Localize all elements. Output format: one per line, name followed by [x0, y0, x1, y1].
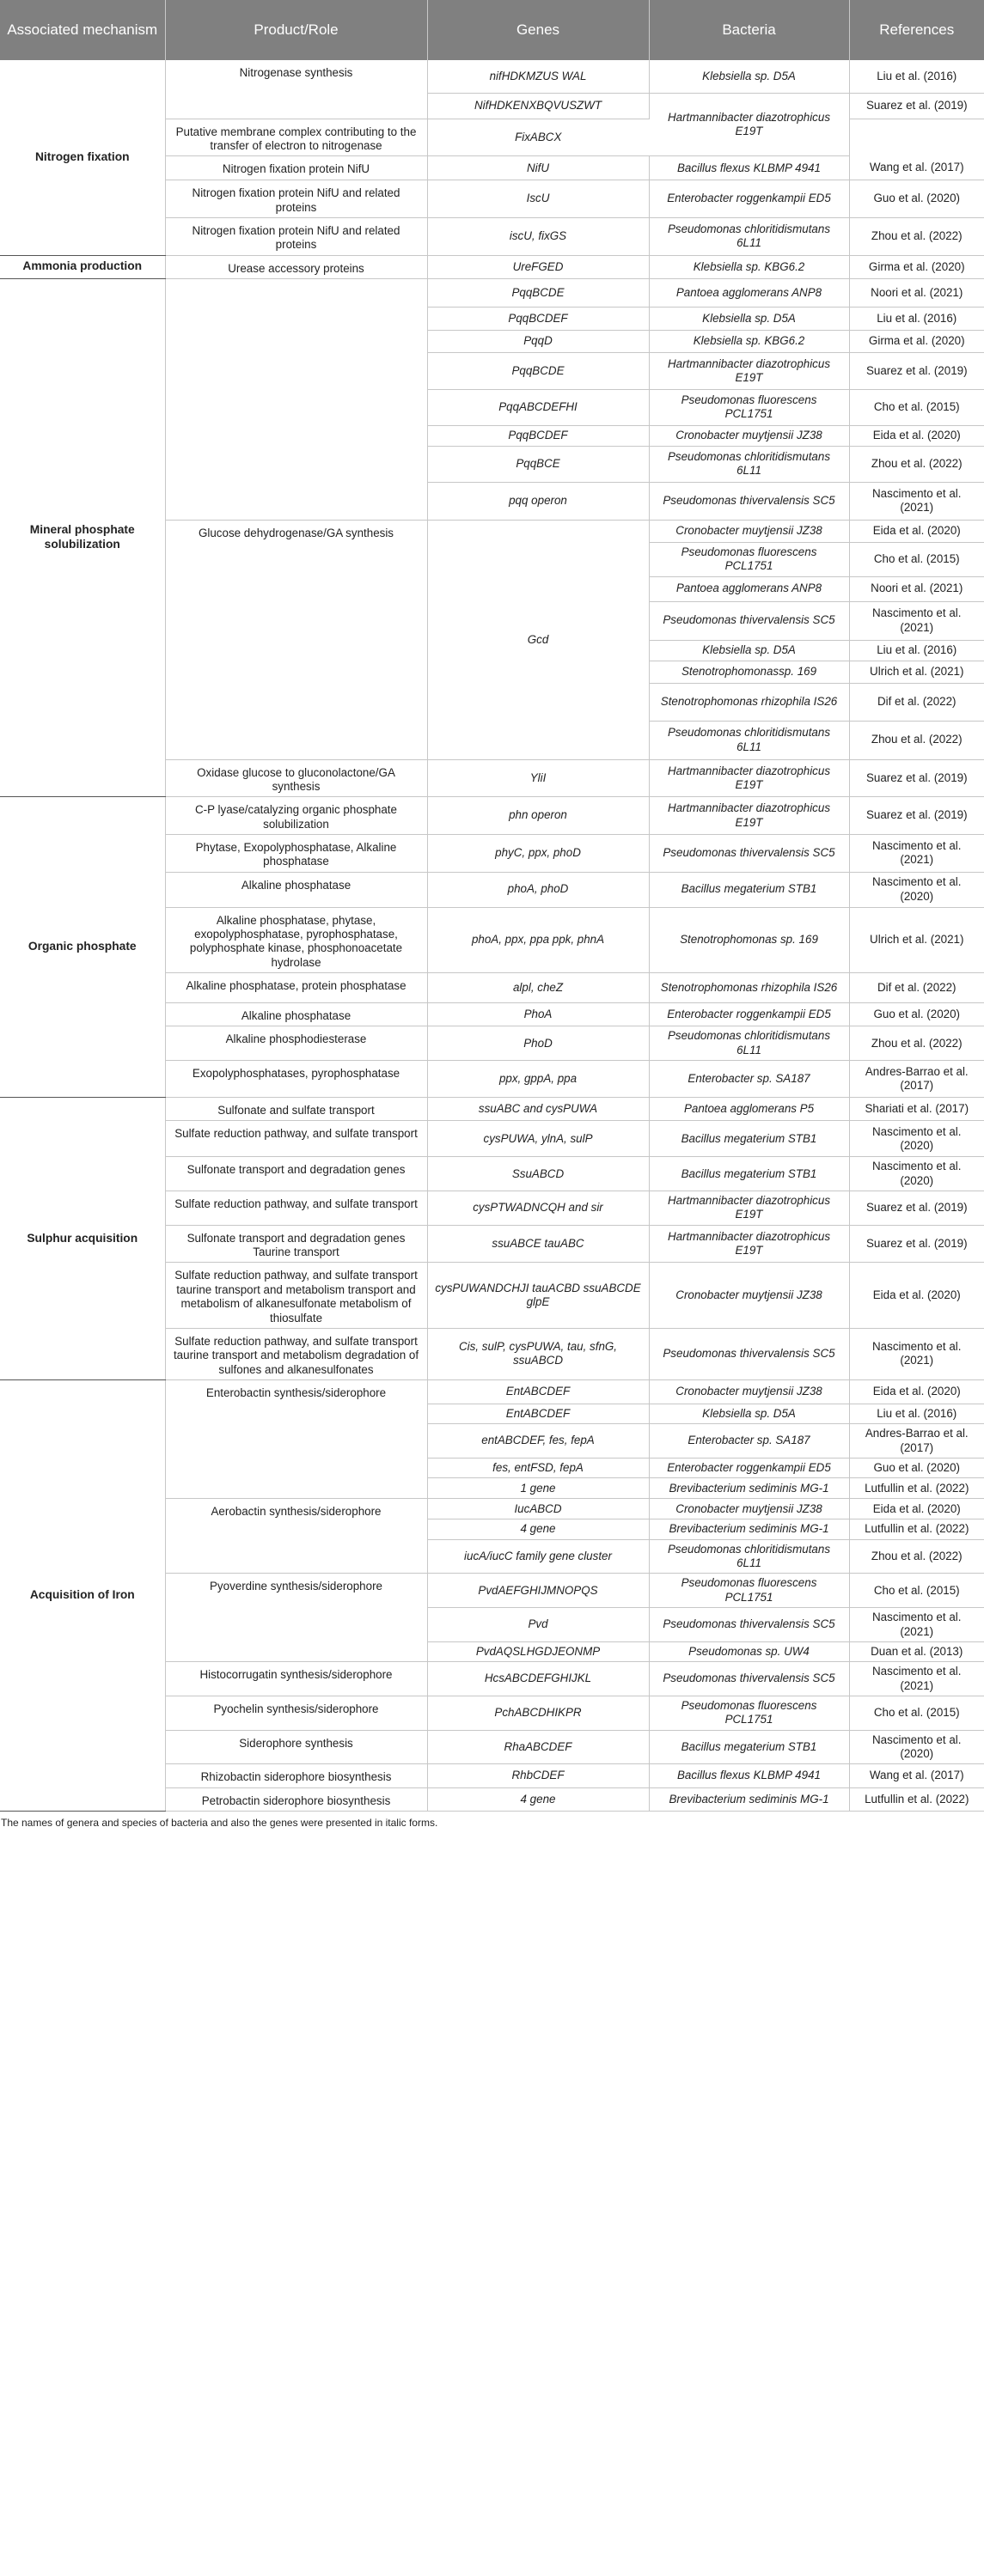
gene-cell: 4 gene — [427, 1787, 649, 1811]
reference-cell: Guo et al. (2020) — [849, 1003, 984, 1026]
header-bacteria: Bacteria — [649, 0, 849, 60]
reference-cell: Nascimento et al. (2021) — [849, 1662, 984, 1696]
bacteria-cell: Hartmannibacter diazotrophicus E19T — [649, 797, 849, 835]
bacteria-cell: Pseudomonas chloritidismutans 6L11 — [649, 446, 849, 482]
gene-cell: PqqBCDEF — [427, 307, 649, 330]
reference-cell: Guo et al. (2020) — [849, 180, 984, 218]
gene-cell: 1 gene — [427, 1478, 649, 1499]
bacteria-cell: Bacillus megaterium STB1 — [649, 1157, 849, 1191]
reference-cell: Zhou et al. (2022) — [849, 1026, 984, 1061]
reference-cell: Nascimento et al. (2021) — [849, 1608, 984, 1642]
gene-cell: HcsABCDEFGHIJKL — [427, 1662, 649, 1696]
gene-cell: PqqD — [427, 330, 649, 352]
reference-cell: Wang et al. (2017) — [849, 156, 984, 180]
bacteria-cell: Stenotrophomonas sp. 169 — [649, 907, 849, 972]
bacteria-cell: Bacillus flexus KLBMP 4941 — [649, 1764, 849, 1787]
role-cell: Urease accessory proteins — [165, 255, 427, 278]
gene-cell: cysPUWA, ylnA, sulP — [427, 1121, 649, 1157]
reference-cell: Suarez et al. (2019) — [849, 93, 984, 119]
role-cell — [165, 278, 427, 520]
mechanism-cell: Mineral phosphate solubilization — [0, 278, 165, 796]
bacteria-cell: Hartmannibacter diazotrophicus E19T — [649, 93, 849, 156]
reference-cell: Nascimento et al. (2020) — [849, 1157, 984, 1191]
gene-cell: FixABCX — [427, 119, 649, 156]
gene-cell: PvdAQSLHGDJEONMP — [427, 1641, 649, 1661]
table-body — [0, 60, 984, 1812]
gene-cell: PqqABCDEFHI — [427, 389, 649, 425]
role-cell: Alkaline phosphatase, protein phosphatase — [165, 973, 427, 1003]
role-cell: Rhizobactin siderophore biosynthesis — [165, 1764, 427, 1787]
bacteria-cell: Bacillus flexus KLBMP 4941 — [649, 156, 849, 180]
role-cell: Phytase, Exopolyphosphatase, Alkaline phosphatase — [165, 834, 427, 872]
bacteria-cell: Pseudomonas fluorescens PCL1751 — [649, 542, 849, 576]
reference-cell: Zhou et al. (2022) — [849, 446, 984, 482]
role-cell: Sulfate reduction pathway, and sulfate transport taurine transport and metabolism transport and metabolism of alkanesulfonate metabolism of thiosulfate — [165, 1263, 427, 1328]
gene-cell: Pvd — [427, 1608, 649, 1642]
reference-cell: Girma et al. (2020) — [849, 255, 984, 278]
reference-cell: Suarez et al. (2019) — [849, 797, 984, 835]
bacteria-cell: Enterobacter roggenkampii ED5 — [649, 180, 849, 218]
reference-cell: Suarez et al. (2019) — [849, 1191, 984, 1226]
gene-cell: ssuABC and cysPUWA — [427, 1098, 649, 1121]
bacteria-cell: Pseudomonas fluorescens PCL1751 — [649, 1696, 849, 1731]
reference-cell: Nascimento et al. (2020) — [849, 1730, 984, 1764]
header-references: References — [849, 0, 984, 60]
table-row — [0, 278, 984, 307]
reference-cell: Zhou et al. (2022) — [849, 217, 984, 255]
bacteria-cell: Cronobacter muytjensii JZ38 — [649, 1499, 849, 1519]
gene-cell: cysPTWADNCQH and sir — [427, 1191, 649, 1226]
role-cell: Sulfonate transport and degradation genes — [165, 1157, 427, 1191]
bacteria-cell: Cronobacter muytjensii JZ38 — [649, 1263, 849, 1328]
gene-cell: NifHDKENXBQVUSZWT — [427, 93, 649, 119]
bacteria-cell: Cronobacter muytjensii JZ38 — [649, 1379, 849, 1404]
bacteria-cell: Pantoea agglomerans ANP8 — [649, 278, 849, 307]
reference-cell: Cho et al. (2015) — [849, 1696, 984, 1731]
bacteria-cell: Pantoea agglomerans P5 — [649, 1098, 849, 1121]
role-cell: Sulfate reduction pathway, and sulfate transport — [165, 1121, 427, 1157]
reference-cell: Eida et al. (2020) — [849, 1499, 984, 1519]
gene-cell: ssuABCE tauABC — [427, 1225, 649, 1263]
bacteria-cell: Pseudomonas thivervalensis SC5 — [649, 1662, 849, 1696]
reference-cell: Eida et al. (2020) — [849, 520, 984, 542]
bacteria-cell: Pseudomonas fluorescens PCL1751 — [649, 389, 849, 425]
bacteria-cell: Pseudomonas chloritidismutans 6L11 — [649, 1539, 849, 1574]
gene-cell: PvdAEFGHIJMNOPQS — [427, 1574, 649, 1608]
role-cell: Alkaline phosphatase — [165, 1003, 427, 1026]
gene-cell: PqqBCE — [427, 446, 649, 482]
reference-cell: Nascimento et al. (2021) — [849, 1328, 984, 1379]
reference-cell: Zhou et al. (2022) — [849, 721, 984, 759]
bacteria-cell: Klebsiella sp. D5A — [649, 640, 849, 661]
bacteria-cell: Brevibacterium sediminis MG-1 — [649, 1478, 849, 1499]
gene-cell: PqqBCDE — [427, 278, 649, 307]
gene-cell: fes, entFSD, fepA — [427, 1458, 649, 1477]
reference-cell: Nascimento et al. (2020) — [849, 1121, 984, 1157]
bacteria-cell: Klebsiella sp. D5A — [649, 307, 849, 330]
mechanism-cell: Ammonia production — [0, 255, 165, 278]
reference-cell: Lutfullin et al. (2022) — [849, 1519, 984, 1539]
reference-cell: Dif et al. (2022) — [849, 973, 984, 1003]
reference-cell: Suarez et al. (2019) — [849, 759, 984, 797]
reference-cell: Suarez et al. (2019) — [849, 352, 984, 389]
role-cell: Sulfonate and sulfate transport — [165, 1098, 427, 1121]
reference-cell: Cho et al. (2015) — [849, 542, 984, 576]
bacteria-cell: Klebsiella sp. D5A — [649, 1404, 849, 1423]
reference-cell: Shariati et al. (2017) — [849, 1098, 984, 1121]
bacteria-cell: Pseudomonas thivervalensis SC5 — [649, 601, 849, 640]
bacteria-cell: Pseudomonas thivervalensis SC5 — [649, 834, 849, 872]
role-cell: Exopolyphosphatases, pyrophosphatase — [165, 1061, 427, 1098]
bacteria-cell: Enterobacter sp. SA187 — [649, 1061, 849, 1098]
bacteria-cell: Hartmannibacter diazotrophicus E19T — [649, 759, 849, 797]
gene-cell: phyC, ppx, phoD — [427, 834, 649, 872]
gene-cell: EntABCDEF — [427, 1379, 649, 1404]
reference-cell: Eida et al. (2020) — [849, 1263, 984, 1328]
bacteria-cell: Cronobacter muytjensii JZ38 — [649, 425, 849, 446]
bacteria-cell: Stenotrophomonas rhizophila IS26 — [649, 973, 849, 1003]
table-row — [0, 255, 984, 278]
mechanism-cell: Sulphur acquisition — [0, 1098, 165, 1380]
gene-cell: PchABCDHIKPR — [427, 1696, 649, 1731]
reference-cell: Noori et al. (2021) — [849, 576, 984, 601]
reference-cell: Cho et al. (2015) — [849, 1574, 984, 1608]
header-row — [0, 0, 984, 60]
gene-cell: phoA, ppx, ppa ppk, phnA — [427, 907, 649, 972]
gene-cell: cysPUWANDCHJI tauACBD ssuABCDE glpE — [427, 1263, 649, 1328]
bacteria-cell: Stenotrophomonas rhizophila IS26 — [649, 683, 849, 721]
header-mechanism: Associated mechanism — [0, 0, 165, 60]
gene-cell: SsuABCD — [427, 1157, 649, 1191]
gene-cell: YliI — [427, 759, 649, 797]
reference-cell: Duan et al. (2013) — [849, 1641, 984, 1661]
role-cell: Nitrogen fixation protein NifU and related proteins — [165, 180, 427, 218]
mechanism-cell: Organic phosphate — [0, 797, 165, 1098]
role-cell: Aerobactin synthesis/siderophore — [165, 1499, 427, 1574]
bacteria-cell: Klebsiella sp. KBG6.2 — [649, 330, 849, 352]
reference-cell: Ulrich et al. (2021) — [849, 661, 984, 683]
footnote: The names of genera and species of bacteria and also the genes were presented in italic forms. — [1, 1817, 438, 1830]
gene-cell: phoA, phoD — [427, 872, 649, 907]
bacteria-cell: Enterobacter sp. SA187 — [649, 1424, 849, 1459]
bacteria-cell: Hartmannibacter diazotrophicus E19T — [649, 352, 849, 389]
reference-cell: Nascimento et al. (2021) — [849, 834, 984, 872]
gene-cell: UreFGED — [427, 255, 649, 278]
reference-cell: Zhou et al. (2022) — [849, 1539, 984, 1574]
bacteria-cell: Brevibacterium sediminis MG-1 — [649, 1787, 849, 1811]
reference-cell: Andres-Barrao et al. (2017) — [849, 1061, 984, 1098]
reference-cell: Girma et al. (2020) — [849, 330, 984, 352]
role-cell: Nitrogen fixation protein NifU and related proteins — [165, 217, 427, 255]
table-row — [0, 1379, 984, 1404]
role-cell: Pyoverdine synthesis/siderophore — [165, 1574, 427, 1662]
bacteria-cell: Pseudomonas thivervalensis SC5 — [649, 1608, 849, 1642]
role-cell: Putative membrane complex contributing to the transfer of electron to nitrogenase — [165, 119, 427, 156]
reference-cell: Liu et al. (2016) — [849, 640, 984, 661]
bacteria-cell: Pseudomonas chloritidismutans 6L11 — [649, 721, 849, 759]
gene-cell: ppx, gppA, ppa — [427, 1061, 649, 1098]
bacteria-cell: Brevibacterium sediminis MG-1 — [649, 1519, 849, 1539]
mechanism-cell: Acquisition of Iron — [0, 1379, 165, 1811]
reference-cell: Liu et al. (2016) — [849, 1404, 984, 1423]
table-row — [0, 60, 984, 93]
reference-cell: Dif et al. (2022) — [849, 683, 984, 721]
bacteria-cell: Enterobacter roggenkampii ED5 — [649, 1003, 849, 1026]
bacteria-cell: Hartmannibacter diazotrophicus E19T — [649, 1225, 849, 1263]
reference-cell: Wang et al. (2017) — [849, 1764, 984, 1787]
role-cell: Siderophore synthesis — [165, 1730, 427, 1764]
reference-cell: Noori et al. (2021) — [849, 278, 984, 307]
reference-cell: Eida et al. (2020) — [849, 1379, 984, 1404]
role-cell: Alkaline phosphatase — [165, 872, 427, 907]
gene-cell: Cis, sulP, cysPUWA, tau, sfnG, ssuABCD — [427, 1328, 649, 1379]
role-cell: Glucose dehydrogenase/GA synthesis — [165, 520, 427, 759]
role-cell: Alkaline phosphatase, phytase, exopolyphosphatase, pyrophosphatase, polyphosphate kinase, phosphonoacetate hydrolase — [165, 907, 427, 972]
reference-cell: Guo et al. (2020) — [849, 1458, 984, 1477]
gene-cell: EntABCDEF — [427, 1404, 649, 1423]
bacteria-cell: Pseudomonas sp. UW4 — [649, 1641, 849, 1661]
gene-cell: iucA/iucC family gene cluster — [427, 1539, 649, 1574]
header-role: Product/Role — [165, 0, 427, 60]
bacteria-cell: Bacillus megaterium STB1 — [649, 1730, 849, 1764]
role-cell: Alkaline phosphodiesterase — [165, 1026, 427, 1061]
gene-cell: RhbCDEF — [427, 1764, 649, 1787]
gene-cell: PhoD — [427, 1026, 649, 1061]
role-cell: Sulfate reduction pathway, and sulfate transport — [165, 1191, 427, 1226]
gene-cell: alpl, cheZ — [427, 973, 649, 1003]
reference-cell: Nascimento et al. (2021) — [849, 482, 984, 520]
bacteria-cell: Cronobacter muytjensii JZ38 — [649, 520, 849, 542]
role-cell: Enterobactin synthesis/siderophore — [165, 1379, 427, 1498]
role-cell: Oxidase glucose to gluconolactone/GA synthesis — [165, 759, 427, 797]
gene-cell: IscU — [427, 180, 649, 218]
bacteria-cell: Hartmannibacter diazotrophicus E19T — [649, 1191, 849, 1226]
gene-cell: nifHDKMZUS WAL — [427, 60, 649, 93]
bacteria-cell: Klebsiella sp. KBG6.2 — [649, 255, 849, 278]
role-cell: Petrobactin siderophore biosynthesis — [165, 1787, 427, 1811]
role-cell: Nitrogenase synthesis — [165, 60, 427, 119]
table-row — [0, 1098, 984, 1121]
reference-cell: Lutfullin et al. (2022) — [849, 1787, 984, 1811]
bacteria-cell: Pseudomonas chloritidismutans 6L11 — [649, 1026, 849, 1061]
gene-cell: RhaABCDEF — [427, 1730, 649, 1764]
gene-cell: phn operon — [427, 797, 649, 835]
mechanism-cell: Nitrogen fixation — [0, 60, 165, 255]
role-cell: Sulfonate transport and degradation genes Taurine transport — [165, 1225, 427, 1263]
bacteria-cell: Pseudomonas thivervalensis SC5 — [649, 482, 849, 520]
gene-cell: Gcd — [427, 520, 649, 759]
role-cell: Pyochelin synthesis/siderophore — [165, 1696, 427, 1731]
reference-cell: Lutfullin et al. (2022) — [849, 1478, 984, 1499]
gene-cell: IucABCD — [427, 1499, 649, 1519]
bacteria-cell: Pantoea agglomerans ANP8 — [649, 576, 849, 601]
gene-cell: entABCDEF, fes, fepA — [427, 1424, 649, 1459]
bacteria-cell: Klebsiella sp. D5A — [649, 60, 849, 93]
reference-cell: Liu et al. (2016) — [849, 60, 984, 93]
gene-cell: pqq operon — [427, 482, 649, 520]
gene-cell: PqqBCDE — [427, 352, 649, 389]
role-cell: Nitrogen fixation protein NifU — [165, 156, 427, 180]
reference-cell: Liu et al. (2016) — [849, 307, 984, 330]
gene-cell: PqqBCDEF — [427, 425, 649, 446]
bacteria-cell: Enterobacter roggenkampii ED5 — [649, 1458, 849, 1477]
bacteria-cell: Bacillus megaterium STB1 — [649, 872, 849, 907]
role-cell: Sulfate reduction pathway, and sulfate transport taurine transport and metabolism degradation of sulfones and alkanesulfonates — [165, 1328, 427, 1379]
role-cell: C-P lyase/catalyzing organic phosphate solubilization — [165, 797, 427, 835]
bacteria-cell: Bacillus megaterium STB1 — [649, 1121, 849, 1157]
bacteria-cell: Pseudomonas thivervalensis SC5 — [649, 1328, 849, 1379]
reference-cell: Nascimento et al. (2020) — [849, 872, 984, 907]
reference-cell: Suarez et al. (2019) — [849, 1225, 984, 1263]
gene-cell: PhoA — [427, 1003, 649, 1026]
reference-cell: Andres-Barrao et al. (2017) — [849, 1424, 984, 1459]
bacteria-cell: Pseudomonas fluorescens PCL1751 — [649, 1574, 849, 1608]
gene-cell: iscU, fixGS — [427, 217, 649, 255]
reference-cell: Cho et al. (2015) — [849, 389, 984, 425]
reference-cell: Ulrich et al. (2021) — [849, 907, 984, 972]
role-cell: Histocorrugatin synthesis/siderophore — [165, 1662, 427, 1696]
gene-cell: 4 gene — [427, 1519, 649, 1539]
reference-cell: Eida et al. (2020) — [849, 425, 984, 446]
bacteria-cell: Pseudomonas chloritidismutans 6L11 — [649, 217, 849, 255]
gene-cell: NifU — [427, 156, 649, 180]
reference-cell: Nascimento et al. (2021) — [849, 601, 984, 640]
header-genes: Genes — [427, 0, 649, 60]
table-row — [0, 797, 984, 835]
bacteria-cell: Stenotrophomonassp. 169 — [649, 661, 849, 683]
